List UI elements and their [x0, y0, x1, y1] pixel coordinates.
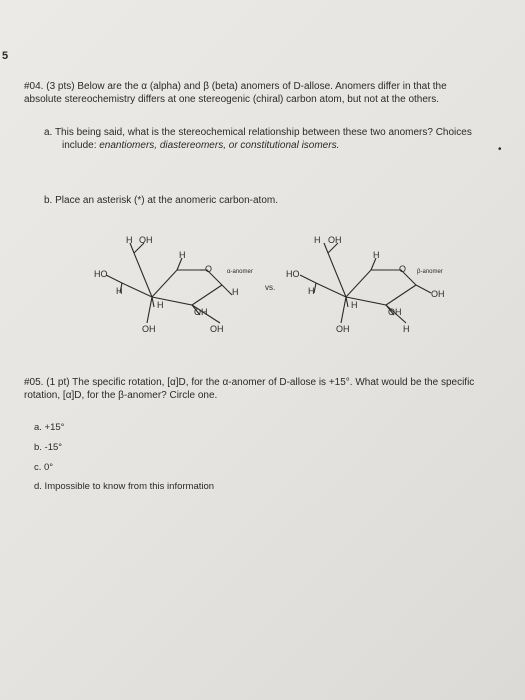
alpha-h-c5: H	[179, 250, 186, 260]
stray-mark: •	[498, 144, 502, 155]
alpha-label: α-anomer	[227, 269, 253, 275]
alpha-oh-c2: OH	[194, 307, 208, 317]
beta-ho: HO	[286, 269, 300, 279]
q4a-include-label: include:	[62, 140, 100, 151]
alpha-ring-o: O	[205, 264, 213, 274]
q4-text-line2: absolute stereochemistry differs at one stereogenic (chiral) carbon atom, but not at the others.	[24, 94, 440, 105]
q4a-text-line1: a. This being said, what is the stereochemical relationship between these two anomers? Choices	[44, 127, 472, 138]
alpha-h-c4: H	[116, 286, 123, 296]
beta-oh-c2: OH	[388, 307, 402, 317]
beta-oh-top: OH	[328, 235, 342, 245]
q5-text-line2: rotation, [α]D, for the β-anomer? Circle one.	[24, 390, 218, 401]
q5-choice-d[interactable]: d. Impossible to know from this information	[34, 481, 215, 492]
alpha-ho: HO	[94, 269, 108, 279]
beta-h-c3: H	[351, 300, 358, 310]
beta-h-c5: H	[373, 250, 380, 260]
alpha-oh-c3: OH	[142, 324, 156, 334]
alpha-h-top: H	[126, 235, 133, 245]
alpha-anomer-structure	[82, 225, 262, 335]
beta-h-top: H	[314, 235, 321, 245]
vs-label: vs.	[265, 283, 276, 292]
q4a-text-line2	[62, 139, 339, 152]
beta-oh-c3: OH	[336, 324, 350, 334]
beta-oh-c1: OH	[431, 289, 445, 299]
beta-label: β-anomer	[417, 269, 443, 275]
q5-text-line1: #05. (1 pt) The specific rotation, [α]D, for the α-anomer of D-allose is +15°. What would be the specific	[24, 377, 475, 388]
alpha-h-c3: H	[157, 300, 164, 310]
q4-text-line1: #04. (3 pts) Below are the α (alpha) and β (beta) anomers of D-allose. Anomers differ in that the	[24, 81, 447, 92]
q4b-text: b. Place an asterisk (*) at the anomeric carbon-atom.	[44, 195, 278, 206]
alpha-h-c1: H	[232, 287, 239, 297]
q5-choice-b[interactable]: b. -15°	[34, 442, 63, 453]
beta-h-c1: H	[403, 324, 410, 334]
q4a-choices: enantiomers, diastereomers, or constitutional isomers.	[99, 140, 340, 151]
beta-ring-o: O	[399, 264, 407, 274]
alpha-oh-c1: OH	[210, 324, 224, 334]
q5-choice-a[interactable]: a. +15°	[34, 422, 65, 433]
page-number: 5	[2, 50, 9, 62]
alpha-oh-top: OH	[139, 235, 153, 245]
beta-anomer-structure	[276, 225, 456, 335]
q5-choice-c[interactable]: c. 0°	[34, 462, 54, 473]
beta-h-c4: H	[308, 286, 315, 296]
